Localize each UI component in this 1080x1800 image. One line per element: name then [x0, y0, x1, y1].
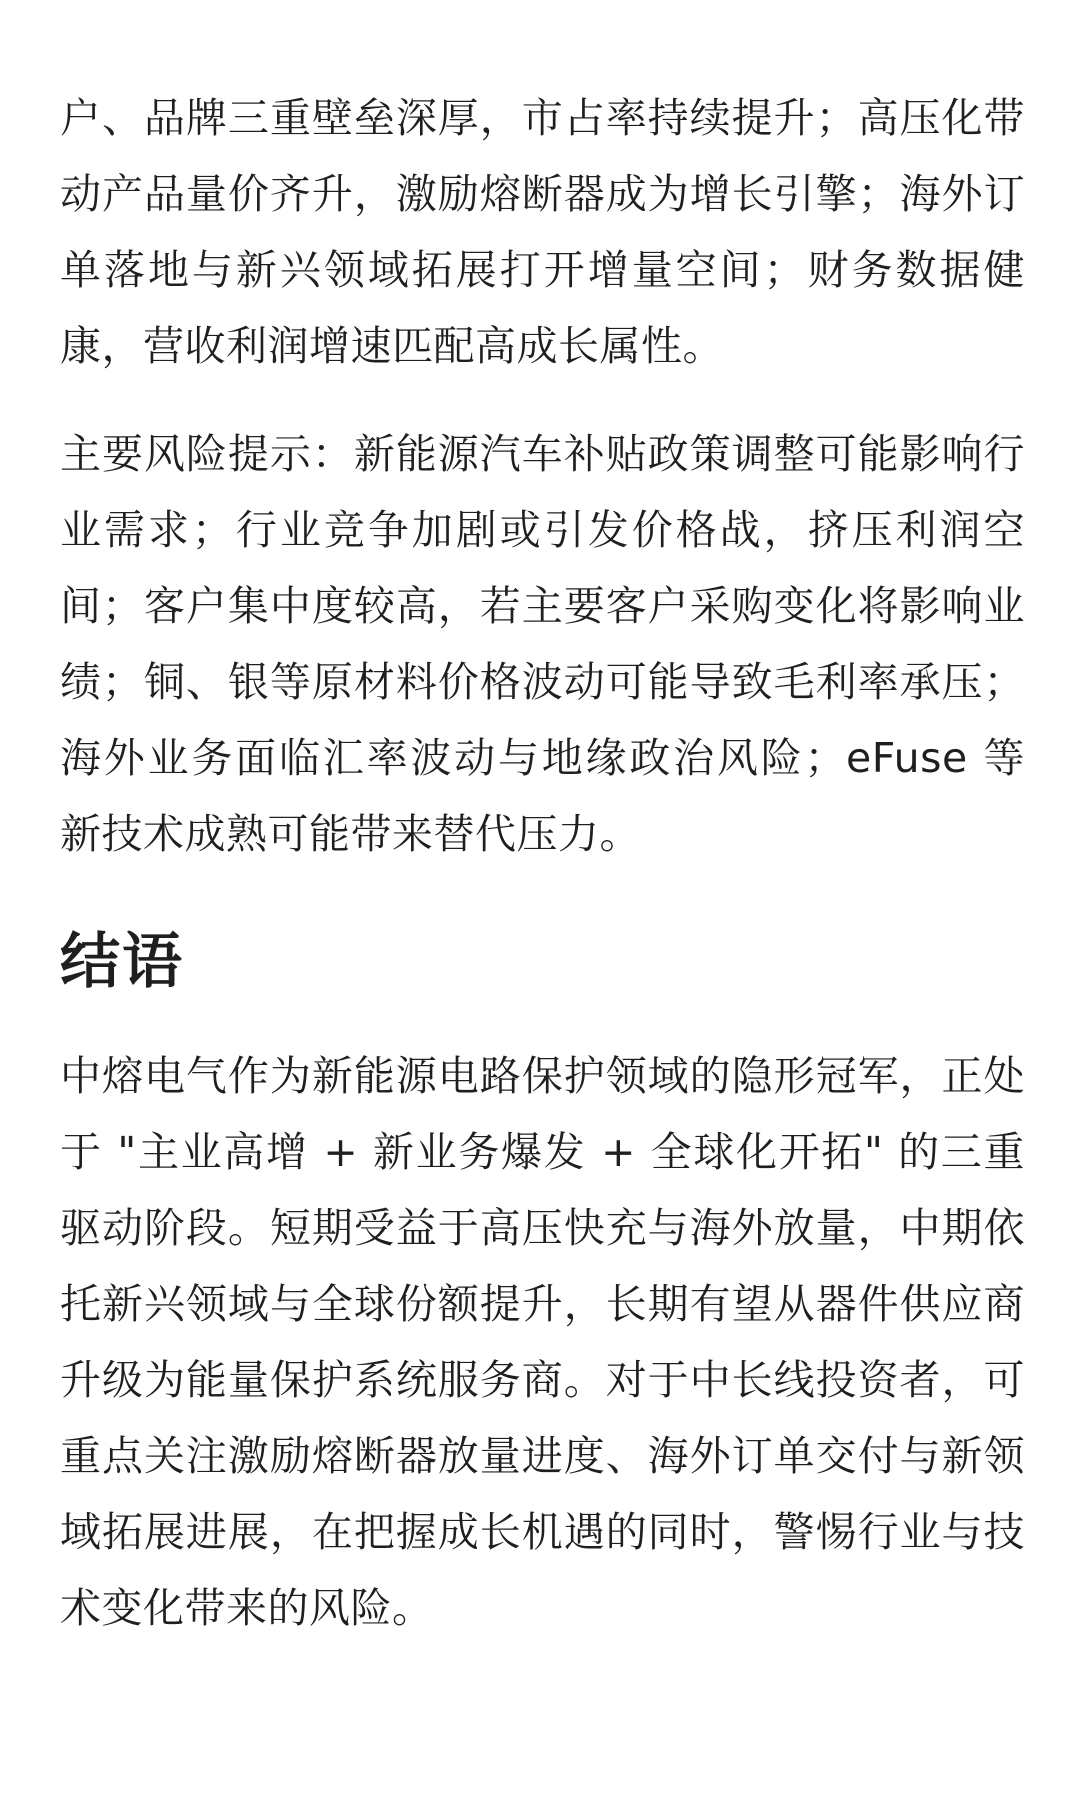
section-heading: 结语	[60, 927, 184, 997]
summary-paragraph: 户、品牌三重壁垒深厚，市占率持续提升；高压化带动产品量价齐升，激励熔断器成为增长引擎；海外订单落地与新兴领域拓展打开增量空间；财务数据健康，营收利润增速匹配高成长属性。	[60, 94, 1025, 370]
risk-paragraph: 主要风险提示：新能源汽车补贴政策调整可能影响行业需求；行业竞争加剧或引发价格战，挤压利润空间；客户集中度较高，若主要客户采购变化将影响业绩；铜、银等原材料价格波动可能导致毛利率承压；海外业务面临汇率波动与地缘政治风险；eFuse 等新技术成熟可能带来替代压力。	[60, 430, 1025, 858]
conclusion-paragraph: 中熔电气作为新能源电路保护领域的隐形冠军，正处于 "主业高增 + 新业务爆发 + 全球化开拓" 的三重驱动阶段。短期受益于高压快充与海外放量，中期依托新兴领域与全球份额提升，长期有望从器件供应商升级为能量保护系统服务商。对于中长线投资者，可重点关注激励熔断器放量进度、海外订单交付与新领域拓展进展，在把握成长机遇的同时，警惕行业与技术变化带来的风险。	[60, 1052, 1025, 1632]
article-body	[60, 80, 1025, 1646]
